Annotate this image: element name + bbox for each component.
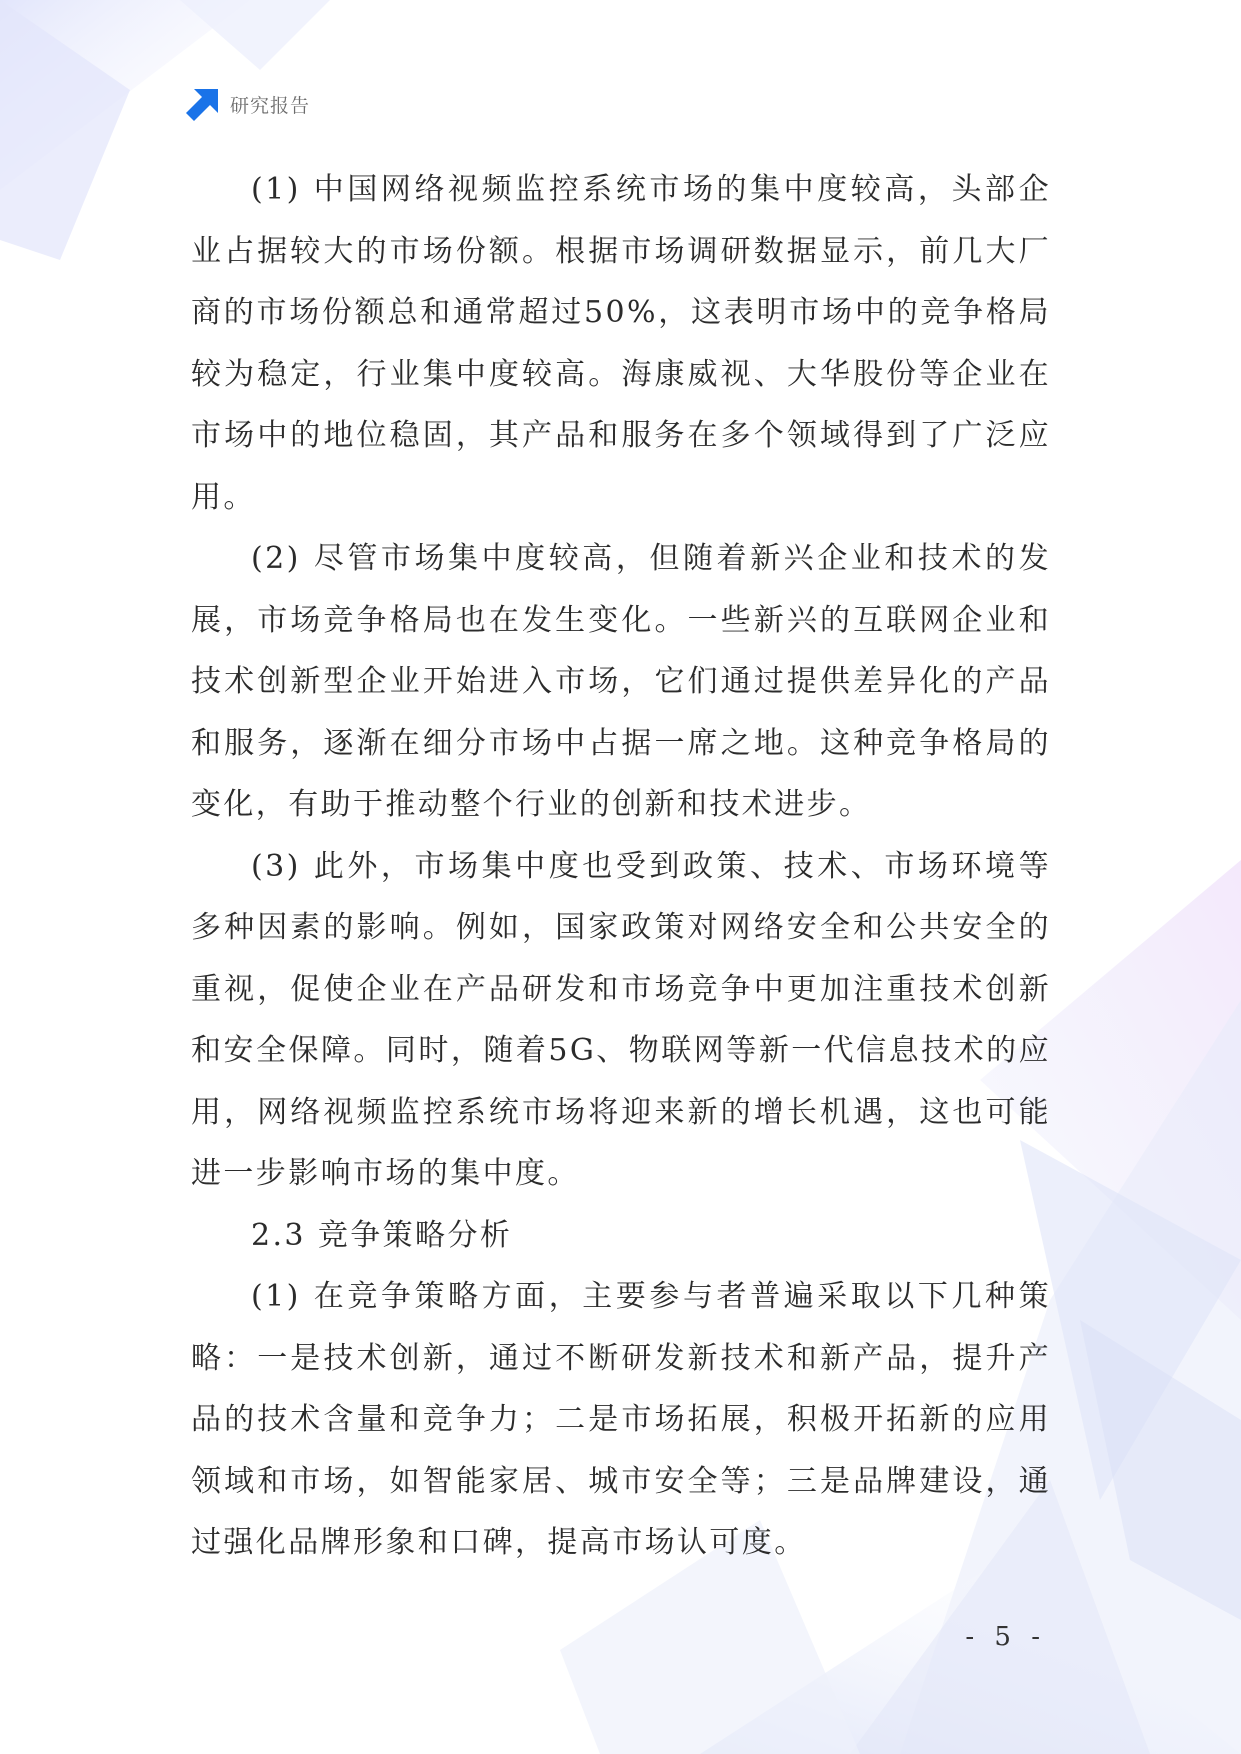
arrow-up-right-icon xyxy=(186,87,220,121)
report-header xyxy=(186,86,310,122)
header-title: 研究报告 xyxy=(230,94,311,117)
document-body xyxy=(191,159,1051,1574)
section-heading: 2.3 竞争策略分析 xyxy=(251,1217,513,1253)
paragraph-2: (2) 尽管市场集中度较高，但随着新兴企业和技术的发展，市场竞争格局也在发生变化。一些新兴的互联网企业和技术创新型企业开始进入市场，它们通过提供差异化的产品和服务，逐渐在细分市场中占据一席之地。这种竞争格局的变化，有助于推动整个行业的创新和技术进步。 xyxy=(191,541,1051,822)
page-number: - 5 - xyxy=(965,1622,1046,1652)
paragraph-3: (3) 此外，市场集中度也受到政策、技术、市场环境等多种因素的影响。例如，国家政策对网络安全和公共安全的重视，促使企业在产品研发和市场竞争中更加注重技术创新和安全保障。同时，随着5G、物联网等新一代信息技术的应用，网络视频监控系统市场将迎来新的增长机遇，这也可能进一步影响市场的集中度。 xyxy=(191,848,1051,1191)
paragraph-1: (1) 中国网络视频监控系统市场的集中度较高，头部企业占据较大的市场份额。根据市场调研数据显示，前几大厂商的市场份额总和通常超过50%，这表明市场中的竞争格局较为稳定，行业集中度较高。海康威视、大华股份等企业在市场中的地位稳固，其产品和服务在多个领域得到了广泛应用。 xyxy=(191,172,1051,515)
paragraph-4: (1) 在竞争策略方面，主要参与者普遍采取以下几种策略：一是技术创新，通过不断研发新技术和新产品，提升产品的技术含量和竞争力；二是市场拓展，积极开拓新的应用领域和市场，如智能家居、城市安全等；三是品牌建设，通过强化品牌形象和口碑，提高市场认可度。 xyxy=(191,1279,1051,1560)
